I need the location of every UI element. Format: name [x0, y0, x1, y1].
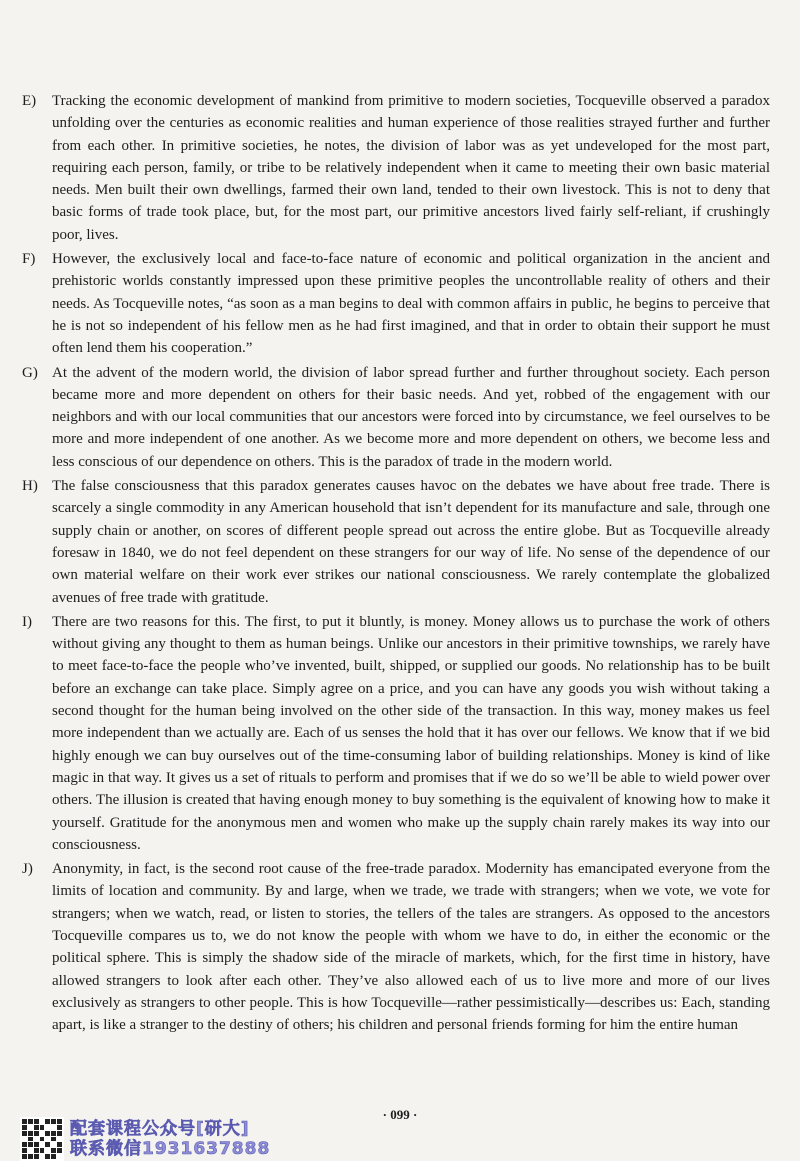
paragraph-letter: E) [22, 93, 37, 109]
page-body [22, 90, 770, 1038]
paragraph-text: Tracking the economic development of mankind from primitive to modern societies, Tocqueville observed a paradox unfolding over the centuries as economic realities and human experience of those realities strayed further and further from each other. In primitive societies, he notes, the division of labor was as yet undeveloped for the most part, requiring each person, family, or tribe to be relatively independent when it came to meeting their own basic material needs. Men built their own dwellings, farmed their own land, tended to their own livestock. This is not to deny that basic forms of trade took place, but, for the most part, our primitive ancestors lived fairly self-reliant, if crushingly poor, lives. [52, 93, 770, 243]
paragraph-e [22, 90, 770, 246]
paragraph-letter: H) [22, 478, 38, 495]
paragraph-text: At the advent of the modern world, the division of labor spread further and further throughout society. Each person became more and more dependent on others for their basic needs. And yet, robbed of the engagement with our neighbors and with our local communities that our ancestors were forced into by circumstance, we feel ourselves to be more and more independent of one another. As we become more and more dependent on others, we become less and less conscious of our dependence on others. This is the paradox of trade in the modern world. [52, 364, 770, 470]
paragraph-letter: J) [22, 861, 33, 878]
watermark [20, 1117, 270, 1161]
watermark-line-2: 联系微信1931637888 [70, 1139, 271, 1159]
paragraph-i [22, 611, 770, 856]
paragraph-h [22, 475, 770, 609]
page-number: · 099 · [382, 1107, 418, 1122]
paragraph-f [22, 248, 770, 359]
paragraph-text: There are two reasons for this. The first, to put it bluntly, is money. Money allows us to purchase the work of others without giving any thought to them as human beings. Unlike our ancestors in their primitive townships, we rarely have to meet face-to-face the people who’ve invented, built, shipped, or supplied our goods. No relationship has to be built before an exchange can take place. Simply agree on a price, and you can have any goods you wish without taking a second thought for the human being involved on the other side of the transaction. In this way, money makes us feel more independent than we actually are. Each of us senses the hold that it has over our fellows. We know that if we bid highly enough we can buy ourselves out of the time-consuming labor of building relationships. Money is kind of like magic in that way. It gives us a set of rituals to perform and promises that if we do so we’ll be able to wield power over others. The illusion is created that having enough money to buy something is the equivalent of knowing how to make it yourself. Gratitude for the anonymous men and women who make up the supply chain rarely makes its way into our consciousness. [52, 613, 770, 853]
paragraph-letter: F) [22, 251, 36, 268]
paragraph-letter: I) [22, 613, 32, 630]
watermark-text [70, 1119, 270, 1159]
paragraph-text: The false consciousness that this paradox generates causes havoc on the debates we have about free trade. There is scarcely a single commodity in any American household that isn’t dependent for its manufacture and sale, through one supply chain or another, on scores of different people spread out across the entire globe. But as Tocqueville already foresaw in 1840, we do not feel dependent on these strangers for our way of life. No sense of the dependence of our own material welfare on their work ever strikes our national consciousness. We rarely contemplate the globalized avenues of free trade with gratitude. [52, 478, 770, 606]
qr-code-icon [20, 1117, 64, 1161]
paragraph-letter: G) [22, 364, 38, 381]
paragraph-text: Anonymity, in fact, is the second root cause of the free-trade paradox. Modernity has emancipated everyone from the limits of location and community. By and large, when we trade, we trade with strangers; when we vote, we vote for strangers; when we watch, read, or listen to stories, the tellers of the tales are strangers. As opposed to the ancestors Tocqueville compares us to, we do not know the people with whom we have to do, in either the economic or the political sphere. This is simply the shadow side of the miracle of markets, which, for the first time in history, have allowed strangers to look after each other. They’ve also allowed each of us to live more and more of our lives exclusively as strangers to other people. This is how Tocqueville—rather pessimistically—describes us: Each, standing apart, is like a stranger to the destiny of others; his children and personal friends forming for him the entire human [52, 861, 770, 1034]
paragraph-g [22, 362, 770, 473]
paragraph-j [22, 858, 770, 1036]
watermark-line-1: 配套课程公众号[研大] [70, 1119, 250, 1139]
paragraph-text: However, the exclusively local and face-to-face nature of economic and political organization in the ancient and prehistoric worlds constantly impressed upon these primitive peoples the uncontrollable reality of others and their needs. As Tocqueville notes, “as soon as a man begins to deal with common affairs in public, he begins to perceive that he is not so independent of his fellow men as he had first imagined, and that in order to obtain their support he must often lend them his cooperation.” [52, 251, 770, 357]
